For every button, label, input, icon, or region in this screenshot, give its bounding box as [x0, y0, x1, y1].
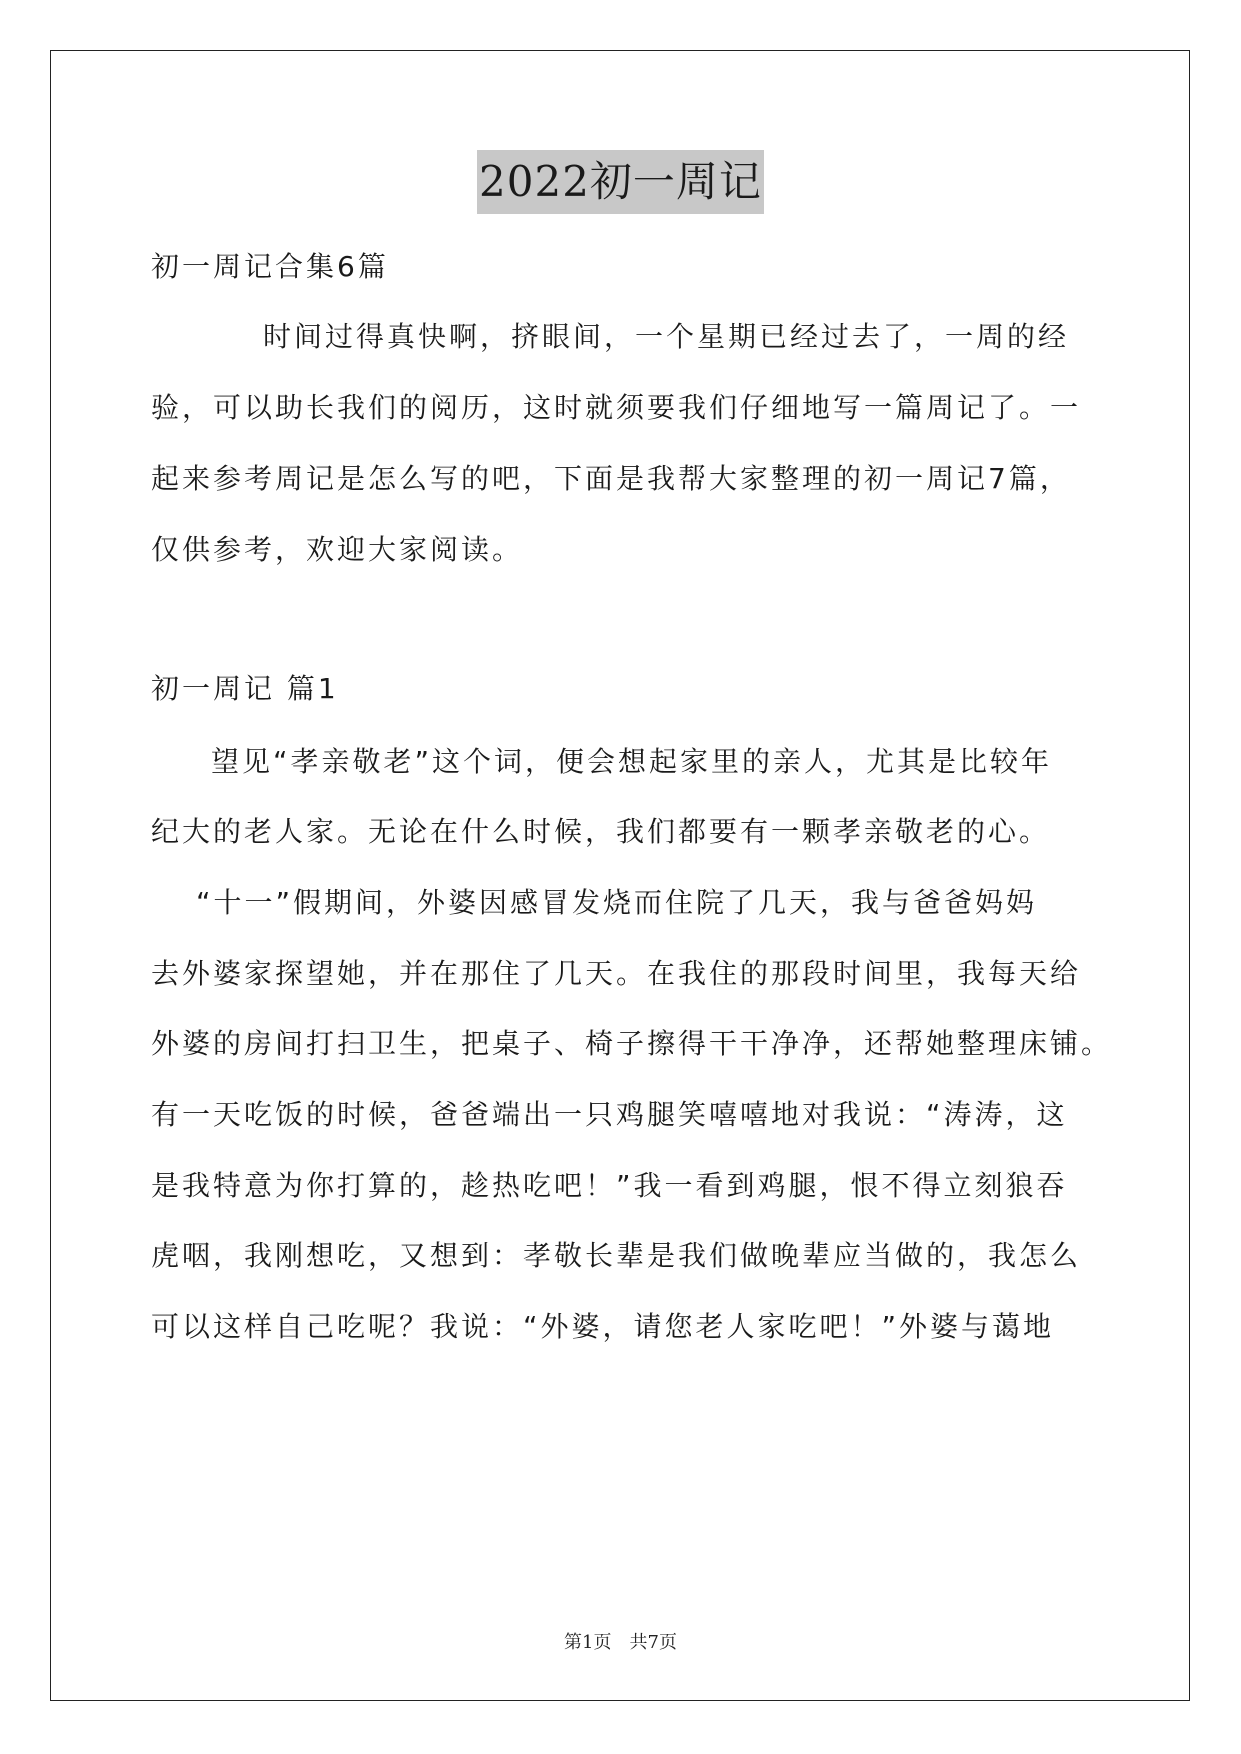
- intro-line: 时间过得真快啊，挤眼间，一个星期已经过去了，一周的经: [263, 320, 1070, 353]
- body-line: 外婆的房间打扫卫生，把桌子、椅子擦得干干净净，还帮她整理床铺。: [151, 1027, 1113, 1060]
- subtitle: 初一周记合集6篇: [151, 250, 389, 283]
- body-line: 望见“孝亲敬老”这个词，便会想起家里的亲人，尤其是比较年: [211, 745, 1053, 778]
- title-container: [0, 150, 1241, 214]
- intro-line: 验，可以助长我们的阅历，这时就须要我们仔细地写一篇周记了。一: [151, 391, 1082, 424]
- body-line: 是我特意为你打算的，趁热吃吧！”我一看到鸡腿，恨不得立刻狼吞: [151, 1169, 1068, 1202]
- body-line: 纪大的老人家。无论在什么时候，我们都要有一颗孝亲敬老的心。: [151, 815, 1051, 848]
- section-heading: 初一周记 篇1: [151, 672, 339, 705]
- page-number-footer: 第1页 共7页: [564, 1632, 677, 1653]
- body-line: 可以这样自己吃呢？我说：“外婆，请您老人家吃吧！”外婆与蔼地: [151, 1310, 1055, 1343]
- body-line: 去外婆家探望她，并在那住了几天。在我住的那段时间里，我每天给: [151, 957, 1082, 990]
- body-line: 有一天吃饭的时候，爸爸端出一只鸡腿笑嘻嘻地对我说：“涛涛，这: [151, 1098, 1068, 1131]
- intro-line: 仅供参考，欢迎大家阅读。: [151, 533, 524, 566]
- body-line: “十一”假期间，外婆因感冒发烧而住院了几天，我与爸爸妈妈: [196, 886, 1038, 919]
- page-border: [50, 50, 1190, 1701]
- intro-line: 起来参考周记是怎么写的吧，下面是我帮大家整理的初一周记7篇，: [151, 462, 1071, 495]
- body-line: 虎咽，我刚想吃，又想到：孝敬长辈是我们做晚辈应当做的，我怎么: [151, 1239, 1082, 1272]
- document-title: 2022初一周记: [477, 150, 764, 214]
